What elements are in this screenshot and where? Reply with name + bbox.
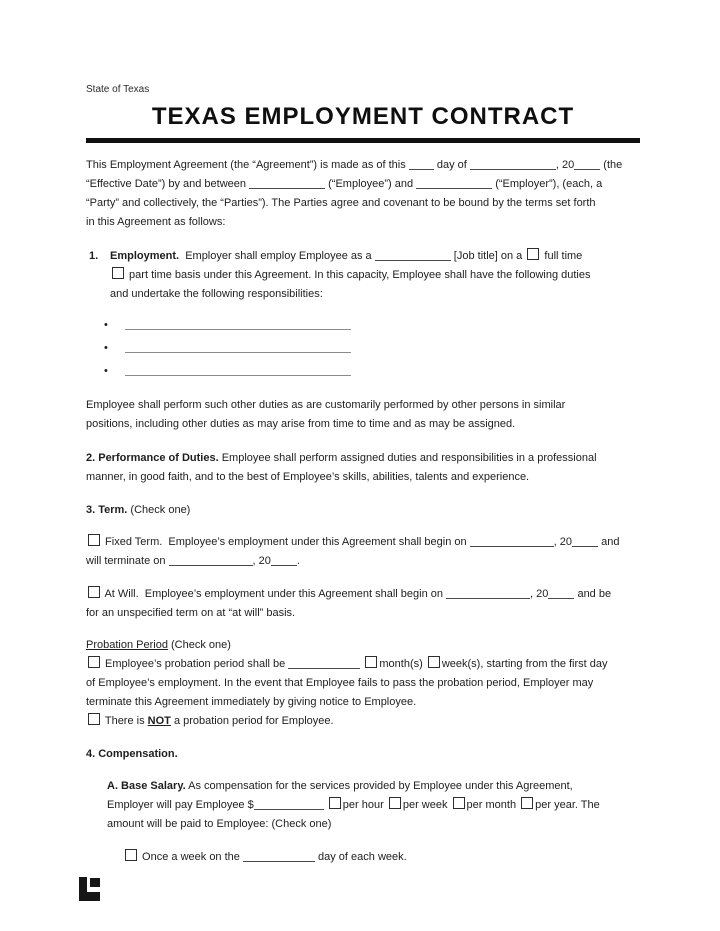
- text-run: There is: [102, 714, 148, 727]
- doc-line: [107, 796, 640, 815]
- text-run: day of each week.: [314, 850, 407, 863]
- text-run: (Check one): [167, 638, 231, 651]
- blank-field[interactable]: [125, 340, 351, 353]
- text-run: “Party” and collectively, the “Parties”). The Parties agree and covenant to be bound by the terms set forth: [86, 196, 596, 209]
- logo-horizontal-bar: [79, 892, 100, 901]
- doc-line: [86, 674, 640, 693]
- text-run: Employee shall perform such other duties as are customarily performed by other persons in similar: [86, 398, 566, 411]
- text-run: month(s): [379, 657, 426, 670]
- state-label: State of Texas: [86, 84, 150, 95]
- checkbox-icon[interactable]: [88, 713, 100, 725]
- blank-field[interactable]: [574, 157, 600, 170]
- at-will-option: [86, 585, 640, 623]
- checkbox-icon[interactable]: [365, 656, 377, 668]
- text-run: full time: [541, 249, 583, 262]
- text-run: Employee shall perform assigned duties and responsibilities in a professional: [218, 451, 597, 464]
- text-run: part time basis under this Agreement. In this capacity, Employee shall have the following duties: [126, 268, 591, 281]
- text-run: and: [598, 535, 620, 548]
- text-run: Employee’s probation period shall be: [102, 657, 289, 670]
- page-title: TEXAS EMPLOYMENT CONTRACT: [151, 103, 575, 130]
- text-run: week(s), starting from the first day: [441, 657, 608, 670]
- text-run: At Will. Employee’s employment under this Agreement shall begin on: [102, 587, 447, 600]
- duties-bullets: [86, 314, 640, 383]
- doc-line: [104, 314, 640, 337]
- text-run: day of: [433, 158, 470, 171]
- doc-line: [86, 396, 640, 415]
- checkbox-icon[interactable]: [88, 586, 100, 598]
- doc-line: [107, 777, 640, 796]
- doc-line: [86, 213, 640, 232]
- checkbox-icon[interactable]: [112, 267, 124, 279]
- checkbox-icon[interactable]: [521, 797, 533, 809]
- text-run: 3. Term.: [86, 503, 128, 516]
- blank-field[interactable]: [254, 797, 324, 810]
- text-run: and be: [574, 587, 612, 600]
- text-run: per hour: [342, 798, 387, 811]
- bullet-icon: •: [104, 341, 108, 354]
- blank-field[interactable]: [125, 363, 351, 376]
- section-number: 1.: [89, 249, 99, 262]
- doc-line: [86, 533, 640, 552]
- text-run: manner, in good faith, and to the best of Employee’s skills, abilities, talents and experience.: [86, 470, 530, 483]
- bullet-icon: •: [104, 364, 108, 377]
- doc-line: [86, 194, 640, 213]
- text-run: NOT: [147, 714, 171, 727]
- intro-paragraph: [86, 156, 640, 232]
- text-run: and undertake the following responsibilities:: [110, 287, 323, 300]
- text-run: [360, 658, 363, 670]
- text-run: Employer shall employ Employee as a: [179, 249, 375, 262]
- base-salary: [107, 777, 640, 834]
- text-run: (“Employer”), (each, a: [492, 177, 603, 190]
- doc-line: [86, 552, 640, 571]
- section-4-compensation: [86, 745, 640, 764]
- text-run: A. Base Salary.: [107, 779, 186, 792]
- legal-templates-logo-icon: [79, 877, 100, 901]
- text-run: , 20: [553, 535, 573, 548]
- text-run: in this Agreement as follows:: [86, 215, 226, 228]
- doc-line: [86, 415, 640, 434]
- blank-field[interactable]: [416, 176, 492, 189]
- doc-line: [86, 468, 640, 487]
- text-run: a probation period for Employee.: [170, 714, 334, 727]
- title-divider: [86, 138, 640, 143]
- doc-line: [104, 337, 640, 360]
- text-run: Employer will pay Employee $: [107, 798, 254, 811]
- checkbox-icon[interactable]: [527, 248, 539, 260]
- text-run: per month: [466, 798, 520, 811]
- section-1-employment: [86, 247, 640, 304]
- blank-field[interactable]: [548, 586, 574, 599]
- text-run: Employment.: [110, 249, 180, 262]
- blank-field[interactable]: [375, 248, 451, 261]
- text-run: positions, including other duties as may arise from time to time and as may be assigned.: [86, 417, 516, 430]
- checkbox-icon[interactable]: [88, 534, 100, 546]
- doc-line: [86, 175, 640, 194]
- fixed-term-option: [86, 533, 640, 571]
- doc-line: [110, 247, 640, 266]
- text-run: for an unspecified term on at “at will” basis.: [86, 606, 296, 619]
- blank-field[interactable]: [288, 656, 360, 669]
- text-run: (“Employee”) and: [325, 177, 417, 190]
- document-body: [86, 156, 640, 867]
- checkbox-icon[interactable]: [453, 797, 465, 809]
- doc-line: [86, 636, 640, 655]
- checkbox-icon[interactable]: [125, 849, 137, 861]
- blank-field[interactable]: [572, 534, 598, 547]
- text-run: .: [296, 554, 300, 567]
- text-run: This Employment Agreement (the “Agreement”) is made as of this: [86, 158, 409, 171]
- doc-line: [110, 266, 640, 285]
- blank-field[interactable]: [470, 157, 556, 170]
- checkbox-icon[interactable]: [389, 797, 401, 809]
- doc-line: [86, 745, 640, 764]
- text-run: Probation Period: [86, 638, 168, 651]
- doc-line: [104, 360, 640, 383]
- doc-line: [86, 501, 640, 520]
- text-run: (the: [600, 158, 623, 171]
- text-run: per year. The: [535, 798, 600, 811]
- doc-line: [86, 585, 640, 604]
- text-run: 2. Performance of Duties.: [86, 451, 219, 464]
- doc-line: [86, 449, 640, 468]
- blank-field[interactable]: [446, 586, 530, 599]
- blank-field[interactable]: [271, 553, 297, 566]
- doc-line: [86, 156, 640, 175]
- probation-period: [86, 636, 640, 731]
- text-run: per week: [402, 798, 451, 811]
- text-run: (Check one): [127, 503, 191, 516]
- text-run: [Job title] on a: [450, 249, 526, 262]
- blank-field[interactable]: [243, 849, 315, 862]
- text-run: of Employee’s employment. In the event that Employee fails to pass the probation period, Employer may: [86, 676, 594, 689]
- doc-line: [86, 693, 640, 712]
- doc-line: [86, 712, 640, 731]
- other-duties-paragraph: [86, 396, 640, 434]
- doc-line: [86, 604, 640, 623]
- text-run: Once a week on the: [139, 850, 243, 863]
- blank-field[interactable]: [125, 317, 351, 330]
- section-3-term: [86, 501, 640, 520]
- blank-field[interactable]: [169, 553, 253, 566]
- text-run: amount will be paid to Employee: (Check one): [107, 817, 332, 830]
- bullet-icon: •: [104, 318, 108, 331]
- blank-field[interactable]: [470, 534, 554, 547]
- text-run: “Effective Date”) by and between: [86, 177, 250, 190]
- section-2-performance: [86, 449, 640, 487]
- doc-line: [86, 655, 640, 674]
- checkbox-icon[interactable]: [88, 656, 100, 668]
- checkbox-icon[interactable]: [428, 656, 440, 668]
- text-run: , 20: [252, 554, 271, 567]
- text-run: As compensation for the services provided by Employee under this Agreement,: [185, 779, 573, 792]
- text-run: , 20: [555, 158, 575, 171]
- text-run: , 20: [530, 587, 549, 600]
- text-run: terminate this Agreement immediately by giving notice to Employee.: [86, 695, 417, 708]
- text-run: will terminate on: [86, 554, 169, 567]
- doc-line: [110, 285, 640, 304]
- blank-field[interactable]: [249, 176, 325, 189]
- text-run: [324, 799, 327, 811]
- text-run: Fixed Term. Employee’s employment under this Agreement shall begin on: [102, 535, 470, 548]
- blank-field[interactable]: [409, 157, 434, 170]
- text-run: 4. Compensation.: [86, 747, 178, 760]
- logo-square: [90, 878, 100, 887]
- pay-frequency-option: [123, 848, 640, 867]
- doc-line: [123, 848, 640, 867]
- doc-line: [107, 815, 640, 834]
- checkbox-icon[interactable]: [329, 797, 341, 809]
